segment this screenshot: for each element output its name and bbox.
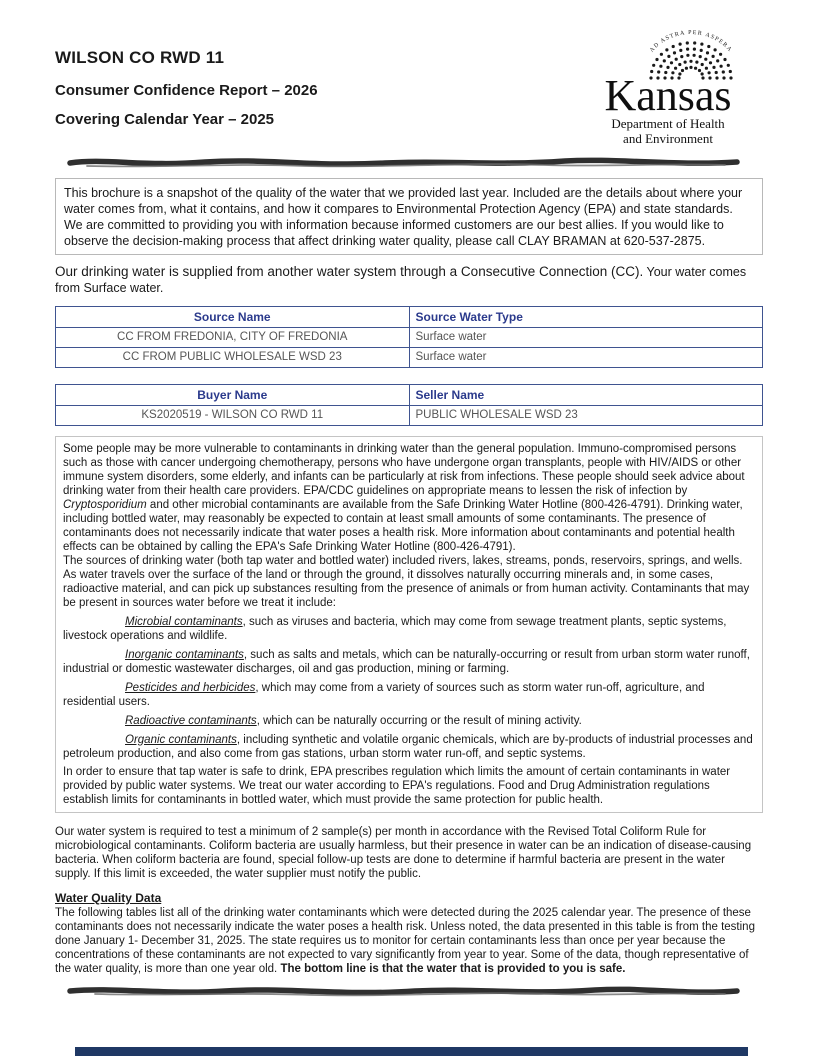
contaminant-rest: , which may come from a variety of sources such as storm water run-off, agriculture, and residential users. — [63, 681, 705, 708]
vulnerability-paragraph — [63, 442, 755, 554]
seller-name-header: Seller Name — [409, 384, 763, 405]
buyer-seller-table — [55, 384, 763, 426]
intro-box — [55, 178, 763, 255]
water-quality-data-heading: Water Quality Data — [55, 890, 162, 905]
water-sources-paragraph: The sources of drinking water (both tap water and bottled water) included rivers, lakes, streams, ponds, reservoirs, springs, and wells. As water travels over the surface of the land or through the ground, it dissolves naturally occurring minerals and, in some cases, radioactive material, and can pick up substances resulting from the presence of animals or from human activity. Contaminants that may be present in sources water before we treat it include: — [63, 554, 750, 609]
water-system-name: WILSON CO RWD 11 — [55, 48, 225, 67]
contaminant-lead: Organic contaminants — [125, 733, 237, 746]
source-table — [55, 306, 763, 368]
supply-paragraph — [55, 264, 763, 296]
scribble-divider — [65, 155, 745, 168]
source-type-cell: Surface water — [409, 347, 763, 367]
next-table-top-bar — [75, 1047, 748, 1056]
seller-name-cell: PUBLIC WHOLESALE WSD 23 — [409, 405, 763, 425]
report-title: Consumer Confidence Report – 2026 — [55, 82, 318, 99]
scribble-divider-bottom — [65, 984, 745, 997]
supply-lead-sentence: Our drinking water is supplied from another water system through a Consecutive Connection (CC). — [55, 263, 644, 279]
cryptosporidium-italic: Cryptosporidium — [63, 498, 147, 511]
kansas-wordmark: Kansas — [604, 71, 732, 120]
department-line-2: and Environment — [623, 131, 713, 147]
contaminant-rest: , which can be naturally occurring or the result of mining activity. — [256, 714, 582, 727]
contaminant-rest: , such as salts and metals, which can be naturally-occurring or result from urban storm water runoff, industrial or domestic wastewater discharges, oil and gas production, mining or farming. — [63, 648, 750, 675]
contaminant-lead: Inorganic contaminants — [125, 648, 244, 661]
contaminant-lead: Microbial contaminants — [125, 615, 243, 628]
source-water-type-header: Source Water Type — [409, 306, 763, 327]
health-information-block — [55, 436, 763, 813]
buyer-table-header-row — [56, 384, 763, 405]
kansas-seal-graphic — [573, 20, 763, 120]
contaminant-item-pesticides — [63, 681, 755, 709]
table-row — [56, 327, 763, 347]
water-quality-data-paragraph — [55, 906, 763, 976]
wqd-body-text: The following tables list all of the drinking water contaminants which were detected during the 2025 calendar year. The presence of these contaminants does not necessarily indicate the water poses a health risk. Unless noted, the data presented in this table is from the testing done January 1- December 31, 2025. The state requires us to monitor for certain contaminants less than once per year because the concentrations of these contaminants are not expected to vary significantly from year to year. Some of the data, though representative of the water quality, is more than one year old. — [55, 906, 755, 975]
contaminant-item-organic — [63, 733, 755, 761]
brochure-paragraph: This brochure is a snapshot of the quality of the water that we provided last year. Included are the details about where your water comes from, what it contains, and how it compares to Environmental Protection Agency (EPA) and state standards. We are committed to providing you with information because informed customers are our best allies. If you would like to observe the decision-making process that affect drinking water quality, please call CLAY BRAMAN at 620-537-2875. — [64, 185, 743, 248]
wqd-bold-sentence: The bottom line is that the water that is provided to you is safe. — [280, 962, 626, 975]
header — [55, 20, 763, 147]
contaminant-item-inorganic — [63, 648, 755, 676]
table-row — [56, 347, 763, 367]
department-line-1: Department of Health — [611, 116, 725, 131]
vulnerability-text-1: Some people may be more vulnerable to contaminants in drinking water than the general population. Immuno-compromised persons such as those with cancer undergoing chemotherapy, persons who have undergone organ transplants, people with HIV/AIDS or other immune system disorders, some elderly, and infants can be particularly at risk from infections. These people should seek advice about drinking water from their health care providers. EPA/CDC guidelines on appropriate means to lessen the risk of infection by — [63, 442, 745, 497]
kdhe-logo — [573, 20, 763, 147]
source-name-cell: CC FROM PUBLIC WHOLESALE WSD 23 — [56, 347, 410, 367]
source-name-header: Source Name — [56, 306, 410, 327]
source-type-cell: Surface water — [409, 327, 763, 347]
buyer-name-cell: KS2020519 - WILSON CO RWD 11 — [56, 405, 410, 425]
contaminant-lead: Pesticides and herbicides — [125, 681, 256, 694]
contaminant-lead: Radioactive contaminants — [125, 714, 257, 727]
title-block — [55, 48, 573, 128]
contaminant-item-radioactive — [63, 714, 755, 728]
covering-year-line: Covering Calendar Year – 2025 — [55, 111, 275, 128]
supply-rest: Your water comes from Surface water. — [55, 264, 747, 295]
department-name — [573, 116, 763, 147]
vulnerability-text-2: and other microbial contaminants are available from the Safe Drinking Water Hotline (800-426-4791). Drinking water, including bottled water, may reasonably be expected to contain at least small amounts of some contaminants. The presence of contaminants does not necessarily indicate that water poses a health risk. More information about contaminants and potential health effects can be obtained by calling the EPA's Safe Drinking Water Hotline (800-426-4791). — [63, 498, 743, 553]
source-name-cell: CC FROM FREDONIA, CITY OF FREDONIA — [56, 327, 410, 347]
coliform-testing-paragraph: Our water system is required to test a minimum of 2 sample(s) per month in accordance with the Revised Total Coliform Rule for microbiological contaminants. Coliform bacteria are usually harmless, but their presence in water can be an indication of disease-causing bacteria. When coliform bacteria are found, special follow-up tests are done to determine if harmful bacteria are present in the water supply. If this limit is exceeded, the water supplier must notify the public. — [55, 825, 752, 880]
table-row — [56, 405, 763, 425]
epa-regulation-paragraph: In order to ensure that tap water is safe to drink, EPA prescribes regulation which limits the amount of certain contaminants in water provided by public water systems. We treat our water according to EPA's regulations. Food and Drug Administration regulations establish limits for contaminants in bottled water, which must provide the same protection for public health. — [63, 765, 731, 806]
motto-text: AD ASTRA PER ASPERA — [649, 29, 733, 54]
contaminant-item-microbial — [63, 615, 755, 643]
contaminant-rest: , including synthetic and volatile organic chemicals, which are by-products of industrial processes and petroleum production, and also come from gas stations, urban storm water run-off, and septic systems. — [63, 733, 753, 760]
source-table-header-row — [56, 306, 763, 327]
contaminant-rest: , such as viruses and bacteria, which may come from sewage treatment plants, septic systems, livestock operations and wildlife. — [63, 615, 727, 642]
buyer-name-header: Buyer Name — [56, 384, 410, 405]
